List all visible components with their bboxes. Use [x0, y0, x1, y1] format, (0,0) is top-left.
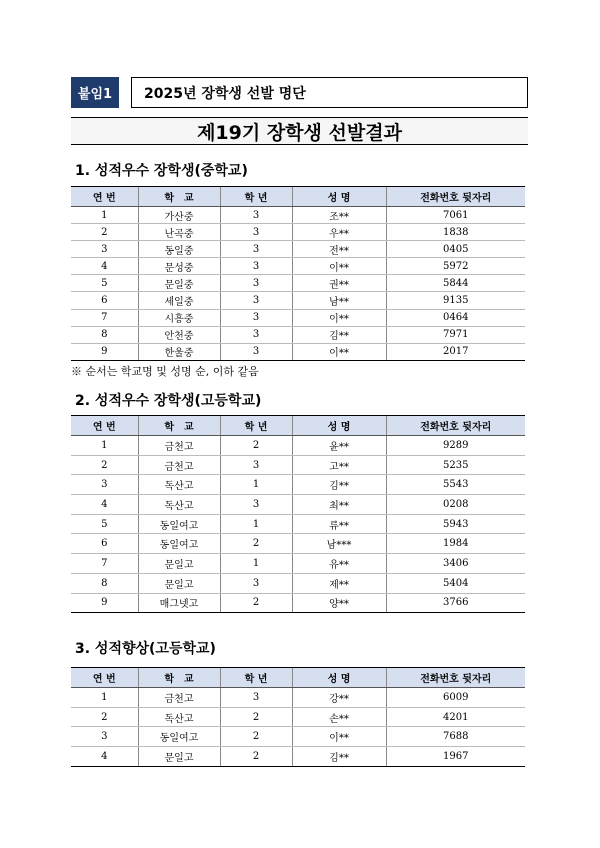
cell-phone: 0208	[386, 495, 525, 515]
cell-grade: 3	[220, 292, 292, 309]
table-high-school	[71, 415, 525, 613]
cell-school: 독산고	[138, 475, 220, 495]
cell-school: 동일여고	[138, 534, 220, 554]
cell-number: 7	[71, 554, 138, 574]
cell-school: 문일고	[138, 554, 220, 574]
table-row	[71, 747, 525, 767]
cell-name: 윤**	[292, 436, 386, 456]
cell-name: 양**	[292, 593, 386, 613]
col-header-phone: 전화번호 뒷자리	[386, 416, 525, 436]
cell-phone: 5844	[386, 275, 525, 292]
cell-name: 조**	[292, 207, 386, 224]
cell-name: 이**	[292, 258, 386, 275]
table-body	[71, 688, 525, 767]
cell-school: 문일고	[138, 747, 220, 767]
cell-number: 1	[71, 688, 138, 708]
attachment-badge: 붙임1	[71, 77, 119, 108]
cell-number: 8	[71, 326, 138, 343]
cell-name: 강**	[292, 688, 386, 708]
col-header-school: 학 교	[138, 187, 220, 207]
table-row	[71, 688, 525, 708]
col-header-name: 성 명	[292, 187, 386, 207]
cell-phone: 3406	[386, 554, 525, 574]
cell-phone: 5943	[386, 514, 525, 534]
cell-school: 금천고	[138, 455, 220, 475]
section-title-1: 1. 성적우수 장학생(중학교)	[75, 163, 248, 179]
table-row	[71, 309, 525, 326]
table-row	[71, 258, 525, 275]
cell-phone: 4201	[386, 707, 525, 727]
table-middle-school	[71, 186, 525, 361]
col-header-number: 연 번	[71, 416, 138, 436]
table-row	[71, 343, 525, 360]
header-title: 2025년 장학생 선발 명단	[131, 77, 528, 108]
cell-name: 전**	[292, 241, 386, 258]
table-row	[71, 514, 525, 534]
cell-school: 세일중	[138, 292, 220, 309]
col-header-grade: 학 년	[220, 416, 292, 436]
cell-phone: 9289	[386, 436, 525, 456]
cell-number: 3	[71, 475, 138, 495]
cell-grade: 2	[220, 534, 292, 554]
cell-school: 동일중	[138, 241, 220, 258]
cell-grade: 3	[220, 573, 292, 593]
cell-number: 5	[71, 514, 138, 534]
cell-grade: 1	[220, 554, 292, 574]
cell-phone: 5404	[386, 573, 525, 593]
cell-name: 류**	[292, 514, 386, 534]
cell-name: 최**	[292, 495, 386, 515]
cell-grade: 2	[220, 747, 292, 767]
table-row	[71, 455, 525, 475]
cell-phone: 1838	[386, 224, 525, 241]
table-header-row	[71, 668, 525, 688]
cell-school: 문성중	[138, 258, 220, 275]
cell-phone: 3766	[386, 593, 525, 613]
table-row	[71, 534, 525, 554]
cell-name: 손**	[292, 707, 386, 727]
cell-grade: 3	[220, 224, 292, 241]
col-header-name: 성 명	[292, 668, 386, 688]
cell-number: 9	[71, 593, 138, 613]
cell-number: 8	[71, 573, 138, 593]
cell-number: 4	[71, 258, 138, 275]
ordering-note: ※ 순서는 학교명 및 성명 순, 이하 같음	[71, 365, 259, 378]
col-header-number: 연 번	[71, 187, 138, 207]
cell-school: 독산고	[138, 707, 220, 727]
cell-name: 김**	[292, 326, 386, 343]
cell-number: 1	[71, 436, 138, 456]
document-title: 제19기 장학생 선발결과	[71, 117, 528, 145]
cell-name: 권**	[292, 275, 386, 292]
cell-name: 김**	[292, 475, 386, 495]
cell-grade: 3	[220, 326, 292, 343]
cell-name: 유**	[292, 554, 386, 574]
cell-number: 1	[71, 207, 138, 224]
cell-grade: 3	[220, 495, 292, 515]
cell-school: 난곡중	[138, 224, 220, 241]
cell-name: 고**	[292, 455, 386, 475]
cell-number: 9	[71, 343, 138, 360]
table-row	[71, 275, 525, 292]
cell-number: 3	[71, 727, 138, 747]
cell-grade: 3	[220, 343, 292, 360]
col-header-grade: 학 년	[220, 187, 292, 207]
table-header-row	[71, 416, 525, 436]
col-header-phone: 전화번호 뒷자리	[386, 187, 525, 207]
cell-grade: 3	[220, 688, 292, 708]
cell-name: 남***	[292, 534, 386, 554]
table-header-row	[71, 187, 525, 207]
cell-phone: 7688	[386, 727, 525, 747]
cell-number: 6	[71, 292, 138, 309]
cell-number: 3	[71, 241, 138, 258]
cell-grade: 2	[220, 593, 292, 613]
cell-grade: 3	[220, 258, 292, 275]
cell-phone: 7061	[386, 207, 525, 224]
table-row	[71, 707, 525, 727]
attachment-header	[71, 77, 528, 108]
cell-phone: 6009	[386, 688, 525, 708]
cell-grade: 1	[220, 475, 292, 495]
cell-number: 6	[71, 534, 138, 554]
cell-school: 문일중	[138, 275, 220, 292]
section-title-3: 3. 성적향상(고등학교)	[75, 641, 216, 657]
cell-phone: 5543	[386, 475, 525, 495]
cell-grade: 3	[220, 207, 292, 224]
cell-grade: 3	[220, 455, 292, 475]
cell-school: 가산중	[138, 207, 220, 224]
table-row	[71, 292, 525, 309]
cell-name: 남**	[292, 292, 386, 309]
table-row	[71, 326, 525, 343]
cell-phone: 5972	[386, 258, 525, 275]
cell-school: 동일여고	[138, 727, 220, 747]
table-row	[71, 573, 525, 593]
cell-name: 이**	[292, 727, 386, 747]
cell-phone: 2017	[386, 343, 525, 360]
cell-phone: 5235	[386, 455, 525, 475]
cell-grade: 2	[220, 436, 292, 456]
cell-grade: 3	[220, 275, 292, 292]
cell-school: 한울중	[138, 343, 220, 360]
cell-grade: 3	[220, 309, 292, 326]
cell-school: 안천중	[138, 326, 220, 343]
cell-number: 2	[71, 707, 138, 727]
cell-phone: 0464	[386, 309, 525, 326]
cell-phone: 1984	[386, 534, 525, 554]
col-header-school: 학 교	[138, 416, 220, 436]
cell-number: 7	[71, 309, 138, 326]
cell-school: 독산고	[138, 495, 220, 515]
cell-phone: 0405	[386, 241, 525, 258]
cell-school: 문일고	[138, 573, 220, 593]
cell-grade: 2	[220, 707, 292, 727]
cell-name: 이**	[292, 309, 386, 326]
table-row	[71, 495, 525, 515]
cell-name: 이**	[292, 343, 386, 360]
cell-name: 김**	[292, 747, 386, 767]
cell-phone: 7971	[386, 326, 525, 343]
cell-grade: 1	[220, 514, 292, 534]
table-row	[71, 554, 525, 574]
table-row	[71, 241, 525, 258]
cell-number: 2	[71, 455, 138, 475]
cell-number: 2	[71, 224, 138, 241]
cell-number: 4	[71, 747, 138, 767]
table-body	[71, 207, 525, 361]
col-header-phone: 전화번호 뒷자리	[386, 668, 525, 688]
cell-grade: 2	[220, 727, 292, 747]
cell-school: 금천고	[138, 436, 220, 456]
table-row	[71, 436, 525, 456]
cell-school: 동일여고	[138, 514, 220, 534]
table-row	[71, 224, 525, 241]
table-body	[71, 436, 525, 613]
cell-number: 5	[71, 275, 138, 292]
col-header-grade: 학 년	[220, 668, 292, 688]
cell-name: 제**	[292, 573, 386, 593]
col-header-number: 연 번	[71, 668, 138, 688]
table-row	[71, 207, 525, 224]
cell-phone: 9135	[386, 292, 525, 309]
cell-school: 시흥중	[138, 309, 220, 326]
cell-name: 우**	[292, 224, 386, 241]
cell-school: 금천고	[138, 688, 220, 708]
cell-grade: 3	[220, 241, 292, 258]
cell-number: 4	[71, 495, 138, 515]
section-title-2: 2. 성적우수 장학생(고등학교)	[75, 393, 262, 409]
table-row	[71, 727, 525, 747]
col-header-name: 성 명	[292, 416, 386, 436]
table-improvement	[71, 667, 525, 767]
table-row	[71, 475, 525, 495]
cell-school: 매그넷고	[138, 593, 220, 613]
table-row	[71, 593, 525, 613]
col-header-school: 학 교	[138, 668, 220, 688]
cell-phone: 1967	[386, 747, 525, 767]
